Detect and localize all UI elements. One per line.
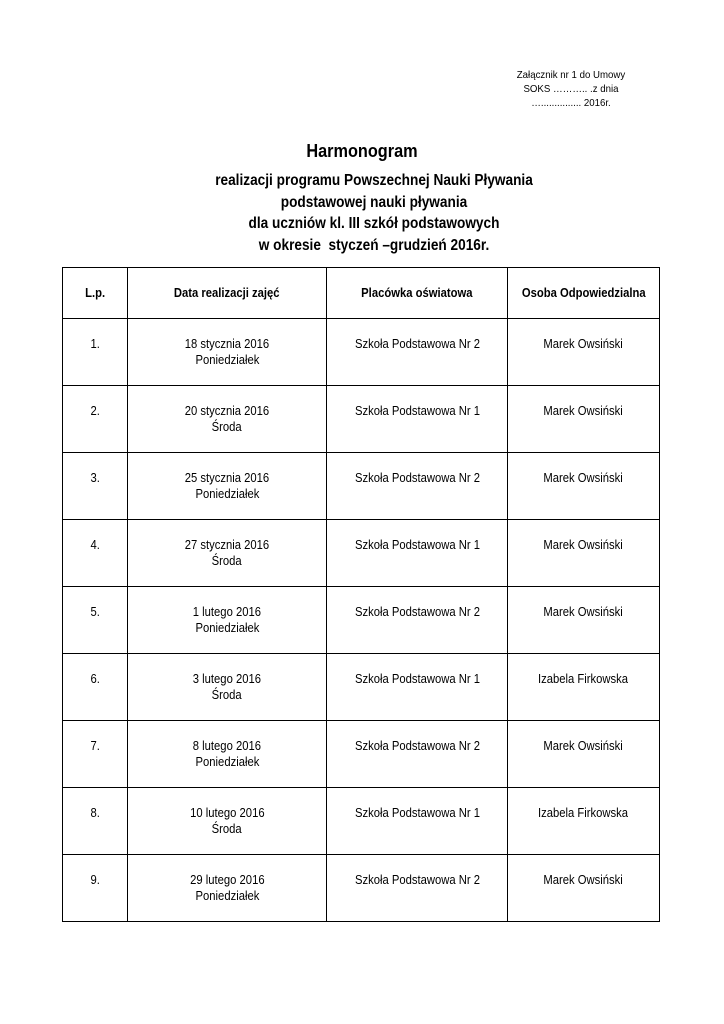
subtitle-line-2: podstawowej nauki pływania xyxy=(280,193,468,211)
cell-lp xyxy=(63,386,128,453)
table-row xyxy=(63,855,660,922)
cell-person xyxy=(508,788,660,855)
cell-lp xyxy=(63,654,128,721)
cell-place-place-text: Szkoła Podstawowa Nr 2 xyxy=(354,605,480,619)
document-title: Harmonogram xyxy=(306,140,418,161)
cell-place-place-text: Szkoła Podstawowa Nr 2 xyxy=(354,873,480,887)
cell-lp xyxy=(63,319,128,386)
cell-place xyxy=(327,520,508,587)
cell-person xyxy=(508,587,660,654)
cell-place xyxy=(327,721,508,788)
cell-lp-lp-text: 7. xyxy=(90,739,100,753)
cell-date xyxy=(128,319,327,386)
cell-place xyxy=(327,319,508,386)
cell-place xyxy=(327,453,508,520)
cell-date-day-text: Poniedziałek xyxy=(195,353,259,367)
schedule-table xyxy=(62,267,660,922)
cell-date xyxy=(128,855,327,922)
header-place: Placówka oświatowa xyxy=(327,268,508,319)
cell-lp xyxy=(63,587,128,654)
header-date: Data realizacji zajęć xyxy=(128,268,327,319)
cell-date-day-text: Poniedziałek xyxy=(195,621,259,635)
cell-date-date-text: 20 stycznia 2016 xyxy=(184,404,270,418)
table-row xyxy=(63,453,660,520)
subtitle-line-3: dla uczniów kl. III szkół podstawowych xyxy=(248,215,500,232)
cell-lp xyxy=(63,788,128,855)
cell-place-place-text: Szkoła Podstawowa Nr 1 xyxy=(354,538,480,552)
table-row xyxy=(63,319,660,386)
subtitle-line-4: w okresie styczeń –grudzień 2016r. xyxy=(258,236,490,254)
cell-person-person-text: Marek Owsiński xyxy=(543,739,624,753)
cell-lp-lp-text: 3. xyxy=(90,471,100,485)
cell-person-person-text: Marek Owsiński xyxy=(543,337,624,351)
subtitle-line-1: realizacji programu Powszechnej Nauki Pływania xyxy=(215,172,533,189)
cell-date-day-text: Środa xyxy=(211,822,243,836)
cell-date xyxy=(128,587,327,654)
document-subtitle xyxy=(55,170,692,256)
cell-person-person-text: Marek Owsiński xyxy=(543,471,624,485)
cell-lp-lp-text: 2. xyxy=(90,404,100,418)
cell-date xyxy=(128,654,327,721)
cell-person-person-text: Marek Owsiński xyxy=(543,605,624,619)
cell-person-person-text: Izabela Firkowska xyxy=(538,672,629,686)
cell-person xyxy=(508,319,660,386)
table-row xyxy=(63,587,660,654)
header-lp: L.p. xyxy=(63,268,128,319)
cell-person-person-text: Izabela Firkowska xyxy=(538,806,629,820)
cell-person xyxy=(508,453,660,520)
annex-line-2: SOKS ……….. .z dnia xyxy=(523,83,619,95)
cell-date-day-text: Poniedziałek xyxy=(195,487,259,501)
cell-lp xyxy=(63,721,128,788)
cell-date-date-text: 1 lutego 2016 xyxy=(192,605,262,619)
cell-date-date-text: 10 lutego 2016 xyxy=(189,806,265,820)
cell-date-date-text: 8 lutego 2016 xyxy=(192,739,262,753)
cell-date-day-text: Poniedziałek xyxy=(195,889,259,903)
cell-date-day-text: Środa xyxy=(211,688,243,702)
cell-lp-lp-text: 8. xyxy=(90,806,100,820)
cell-place xyxy=(327,386,508,453)
table-row xyxy=(63,386,660,453)
cell-lp-lp-text: 1. xyxy=(90,337,100,351)
cell-place-place-text: Szkoła Podstawowa Nr 2 xyxy=(354,739,480,753)
table-row xyxy=(63,520,660,587)
cell-person-person-text: Marek Owsiński xyxy=(543,538,624,552)
cell-date-date-text: 25 stycznia 2016 xyxy=(184,471,270,485)
cell-place-place-text: Szkoła Podstawowa Nr 1 xyxy=(354,404,480,418)
cell-date xyxy=(128,788,327,855)
cell-lp-lp-text: 6. xyxy=(90,672,100,686)
cell-place-place-text: Szkoła Podstawowa Nr 2 xyxy=(354,337,480,351)
cell-place xyxy=(327,587,508,654)
cell-place-place-text: Szkoła Podstawowa Nr 1 xyxy=(354,806,480,820)
cell-place xyxy=(327,788,508,855)
cell-lp-lp-text: 9. xyxy=(90,873,100,887)
header-person: Osoba Odpowiedzialna xyxy=(508,268,660,319)
cell-place-place-text: Szkoła Podstawowa Nr 1 xyxy=(354,672,480,686)
cell-person xyxy=(508,855,660,922)
table-row xyxy=(63,654,660,721)
cell-lp xyxy=(63,855,128,922)
cell-person-person-text: Marek Owsiński xyxy=(543,404,624,418)
cell-person xyxy=(508,654,660,721)
cell-date-date-text: 3 lutego 2016 xyxy=(192,672,262,686)
annex-line-3: …............... 2016r. xyxy=(531,97,611,109)
cell-person xyxy=(508,386,660,453)
cell-date xyxy=(128,386,327,453)
cell-person xyxy=(508,520,660,587)
annex-note xyxy=(502,68,640,110)
cell-person xyxy=(508,721,660,788)
cell-date-day-text: Środa xyxy=(211,554,243,568)
annex-line-1: Załącznik nr 1 do Umowy xyxy=(516,69,626,81)
cell-lp-lp-text: 5. xyxy=(90,605,100,619)
cell-date-date-text: 29 lutego 2016 xyxy=(189,873,265,887)
cell-place xyxy=(327,855,508,922)
cell-date xyxy=(128,721,327,788)
cell-date-day-text: Poniedziałek xyxy=(195,755,259,769)
cell-date xyxy=(128,520,327,587)
cell-person-person-text: Marek Owsiński xyxy=(543,873,624,887)
cell-date-date-text: 18 stycznia 2016 xyxy=(184,337,270,351)
cell-lp xyxy=(63,520,128,587)
cell-date xyxy=(128,453,327,520)
cell-lp xyxy=(63,453,128,520)
cell-lp-lp-text: 4. xyxy=(90,538,100,552)
cell-date-day-text: Środa xyxy=(211,420,243,434)
table-row xyxy=(63,788,660,855)
cell-place-place-text: Szkoła Podstawowa Nr 2 xyxy=(354,471,480,485)
table-header-row xyxy=(63,268,660,319)
table-body xyxy=(63,319,660,922)
cell-place xyxy=(327,654,508,721)
table-row xyxy=(63,721,660,788)
cell-date-date-text: 27 stycznia 2016 xyxy=(184,538,270,552)
